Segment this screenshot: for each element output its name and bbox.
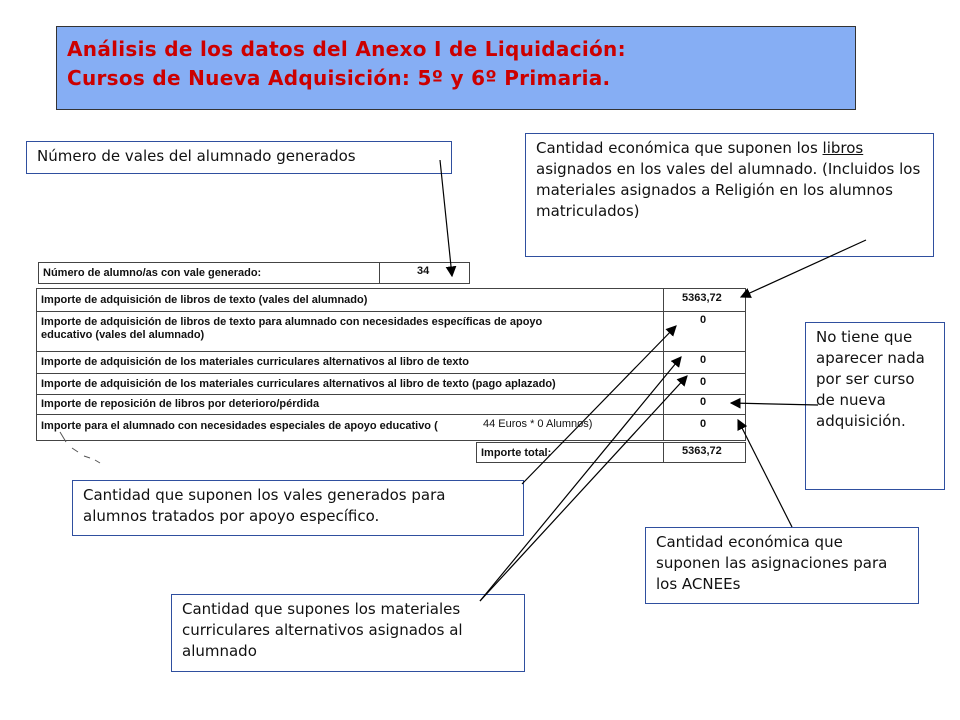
callout-apoyo-especifico: Cantidad que suponen los vales generados para alumnos tratados por apoyo específico.	[72, 480, 524, 536]
row-libros-apoyo-label: Importe de adquisición de libros de texto para alumnado con necesidades específicas de apoyo educativo (vales del alumnado)	[41, 316, 543, 341]
callout-libros-text-post: asignados en los vales del alumnado. (Incluidos los materiales asignados a Religión en los alumnos matriculados)	[536, 160, 921, 220]
arrow-libros	[741, 240, 866, 297]
num-alumnos-label: Número de alumno/as con vale generado:	[43, 267, 262, 279]
row-materiales-label: Importe de adquisición de los materiales curriculares alternativos al libro de texto	[41, 356, 469, 368]
arrow-materiales-1	[480, 357, 681, 601]
row-libros-value: 5363,72	[682, 292, 722, 304]
title-line-2: Cursos de Nueva Adquisición: 5º y 6º Primaria.	[67, 66, 611, 90]
row-materiales-aplazado-value: 0	[700, 376, 707, 388]
row-reposicion-label: Importe de reposición de libros por deterioro/pérdida	[41, 398, 320, 410]
callout-libros-underlined: libros	[822, 139, 864, 157]
callout-no-tiene: No tiene que aparecer nada por ser curso de nueva adquisición.	[805, 322, 945, 490]
callout-libros-text-pre: Cantidad económica que suponen los	[536, 139, 823, 157]
arrow-vales	[440, 160, 452, 276]
total-label: Importe total:	[481, 447, 552, 459]
row-materiales-aplazado-label: Importe de adquisición de los materiales curriculares alternativos al libro de texto (pago aplazado)	[41, 378, 556, 390]
row-acnee-label: Importe para el alumnado con necesidades especiales de apoyo educativo (	[41, 420, 438, 432]
total-value: 5363,72	[682, 445, 722, 457]
scan-dashes	[60, 432, 100, 463]
num-alumnos-value: 34	[417, 265, 430, 277]
arrow-no-tiene	[731, 403, 818, 405]
row-materiales-value: 0	[700, 354, 707, 366]
row-libros-label: Importe de adquisición de libros de texto (vales del alumnado)	[41, 294, 368, 306]
row-acnee-value: 0	[700, 418, 707, 430]
row-acnee-formula: 44 Euros * 0 Alumnos)	[483, 418, 593, 430]
row-reposicion-value: 0	[700, 396, 707, 408]
arrow-apoyo	[522, 326, 676, 484]
callout-acnees: Cantidad económica que suponen las asignaciones para los ACNEEs	[645, 527, 919, 604]
row-libros-apoyo-value: 0	[700, 314, 707, 326]
arrow-materiales-2	[480, 376, 687, 601]
callout-materiales: Cantidad que supones los materiales curriculares alternativos asignados al alumnado	[171, 594, 525, 672]
callout-num-vales: Número de vales del alumnado generados	[26, 141, 452, 174]
arrow-acnees	[738, 420, 792, 527]
title-line-1: Análisis de los datos del Anexo I de Liquidación:	[67, 37, 626, 61]
